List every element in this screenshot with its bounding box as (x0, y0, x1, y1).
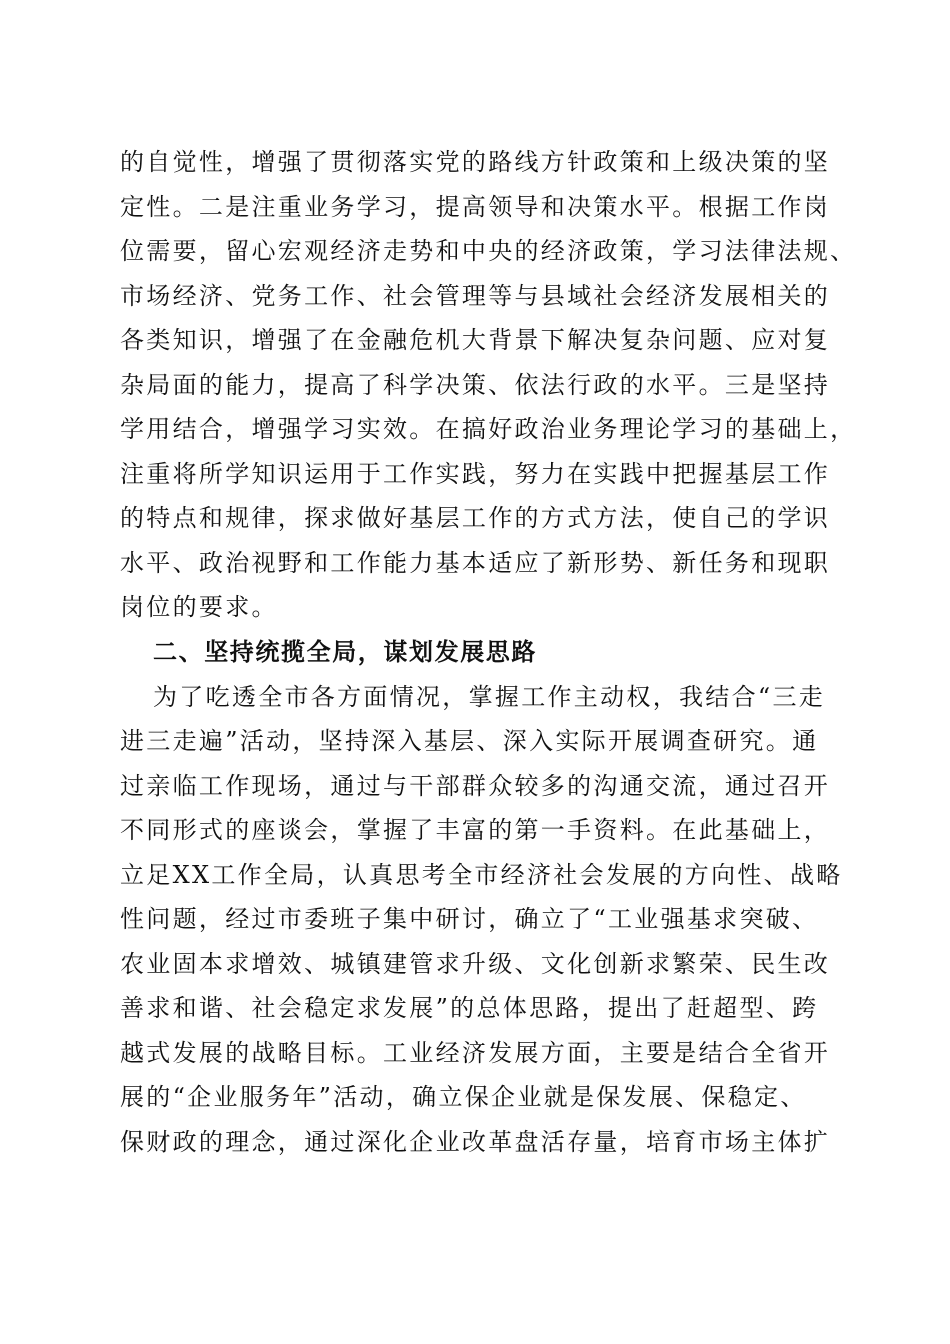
text-line: 保财政的理念，通过深化企业改革盘活存量，培育市场主体扩 (120, 1128, 831, 1157)
text-line: 不同形式的座谈会，掌握了丰富的第一手资料。在此基础上， (120, 816, 831, 845)
section-heading: 二、坚持统揽全局，谋划发展思路 (153, 638, 537, 667)
text-line: 进三走遍”活动，坚持深入基层、深入实际开展调查研究。通 (120, 727, 819, 756)
text-line: 的特点和规律，探求做好基层工作的方式方法，使自己的学识 (120, 504, 831, 533)
text-line: 位需要，留心宏观经济走势和中央的经济政策，学习法律法规、 (120, 237, 857, 266)
text-line: 注重将所学知识运用于工作实践，努力在实践中把握基层工作 (120, 459, 831, 488)
text-line: 善求和谐、社会稳定求发展”的总体思路，提出了赶超型、跨 (120, 994, 819, 1023)
text-line: 岗位的要求。 (120, 593, 278, 622)
text-line: 杂局面的能力，提高了科学决策、依法行政的水平。三是坚持 (120, 370, 831, 399)
text-line: 的自觉性，增强了贯彻落实党的路线方针政策和上级决策的坚 (120, 148, 831, 176)
text-line: 越式发展的战略目标。工业经济发展方面，主要是结合全省开 (120, 1038, 831, 1067)
text-line: 过亲临工作现场，通过与干部群众较多的沟通交流，通过召开 (120, 771, 831, 800)
text-line: 定性。二是注重业务学习，提高领导和决策水平。根据工作岗 (120, 192, 831, 221)
text-line: 各类知识，增强了在金融危机大背景下解决复杂问题、应对复 (120, 326, 831, 355)
text-line: 展的“企业服务年”活动，确立保企业就是保发展、保稳定、 (120, 1083, 807, 1112)
body-text (120, 140, 857, 1165)
text-line: 立足XX工作全局，认真思考全市经济社会发展的方向性、战略 (120, 860, 843, 889)
text-line: 学用结合，增强学习实效。在搞好政治业务理论学习的基础上， (120, 415, 857, 444)
text-line: 市场经济、党务工作、社会管理等与县域社会经济发展相关的 (120, 281, 831, 310)
text-line: 农业固本求增效、城镇建管求升级、文化创新求繁荣、民生改 (120, 949, 831, 978)
text-line: 为了吃透全市各方面情况，掌握工作主动权，我结合“三走 (153, 682, 826, 711)
text-line: 性问题，经过市委班子集中研讨，确立了“工业强基求突破、 (120, 905, 819, 934)
text-line: 水平、政治视野和工作能力基本适应了新形势、新任务和现职 (120, 548, 831, 577)
